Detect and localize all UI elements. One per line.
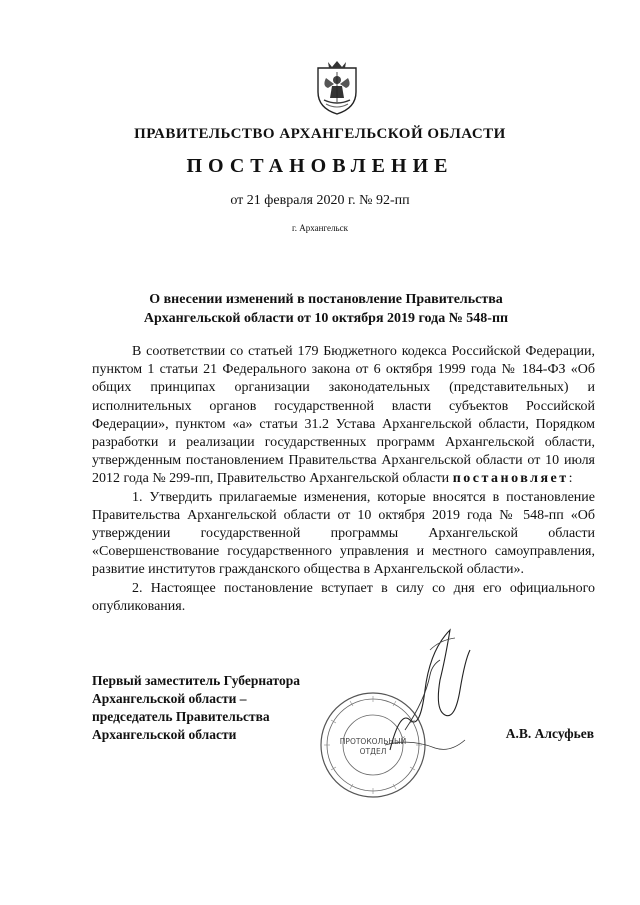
subject-line-2: Архангельской области от 10 октября 2019 года № 548-пп — [143, 311, 509, 326]
body-paragraph-2: 1. Утвердить прилагаемые изменения, которые вносятся в постановление Правительства Архангельской области от 10 октября 2019 года № 548-пп «Об утверждении государственной программы Архангельской области «Совершенствование государственного управления и местного самоуправления, развитие институтов гражданского общества в Архангельской области». — [92, 489, 595, 578]
body-paragraph-1-end: : — [568, 471, 573, 487]
signer-line-4: Архангельской области — [92, 727, 237, 742]
document-body — [92, 343, 595, 616]
document-subject — [60, 290, 592, 328]
stamp-text-1: ПРОТОКОЛЬНЫЙ — [339, 737, 407, 746]
signer-position — [92, 672, 300, 744]
document-date-number: от 21 февраля 2020 г. № 92-пп — [230, 193, 410, 208]
organization-title: ПРАВИТЕЛЬСТВО АРХАНГЕЛЬСКОЙ ОБЛАСТИ — [134, 126, 506, 142]
stamp-text-2: ОТДЕЛ — [359, 747, 387, 756]
body-paragraph-3: 2. Настоящее постановление вступает в силу со дня его официального опубликования. — [92, 580, 595, 614]
body-paragraph-1 — [92, 343, 595, 489]
document-type-title: ПОСТАНОВЛЕНИЕ — [186, 155, 454, 177]
signer-line-1: Первый заместитель Губернатора — [92, 673, 300, 688]
signer-line-3: председатель Правительства — [92, 709, 270, 724]
handwritten-signature-icon — [370, 620, 480, 760]
resolves-word: постановляет — [452, 471, 569, 487]
subject-line-1: О внесении изменений в постановление Правительства — [149, 292, 503, 307]
coat-of-arms-icon — [314, 58, 360, 116]
signer-line-2: Архангельской области – — [92, 691, 247, 706]
body-paragraph-1-text: В соответствии со статьей 179 Бюджетного кодекса Российской Федерации, пунктом 1 статьи 21 Федерального закона от 6 октября 1999 года № 184-ФЗ «Об общих принципах организации законодательных (представительных) и исполнительных органов государственной власти субъектов Российской Федерации», пунктом «а» статьи 31.2 Устава Архангельской области, Порядком разработки и реализации государственных программ Архангельской области, утвержденным постановлением Правительства Архангельской области от 10 июля 2012 года № 299-пп, Правительство Архангельской области — [92, 344, 595, 487]
document-city: г. Архангельск — [292, 223, 348, 233]
signer-name: А.В. Алсуфьев — [505, 726, 594, 741]
